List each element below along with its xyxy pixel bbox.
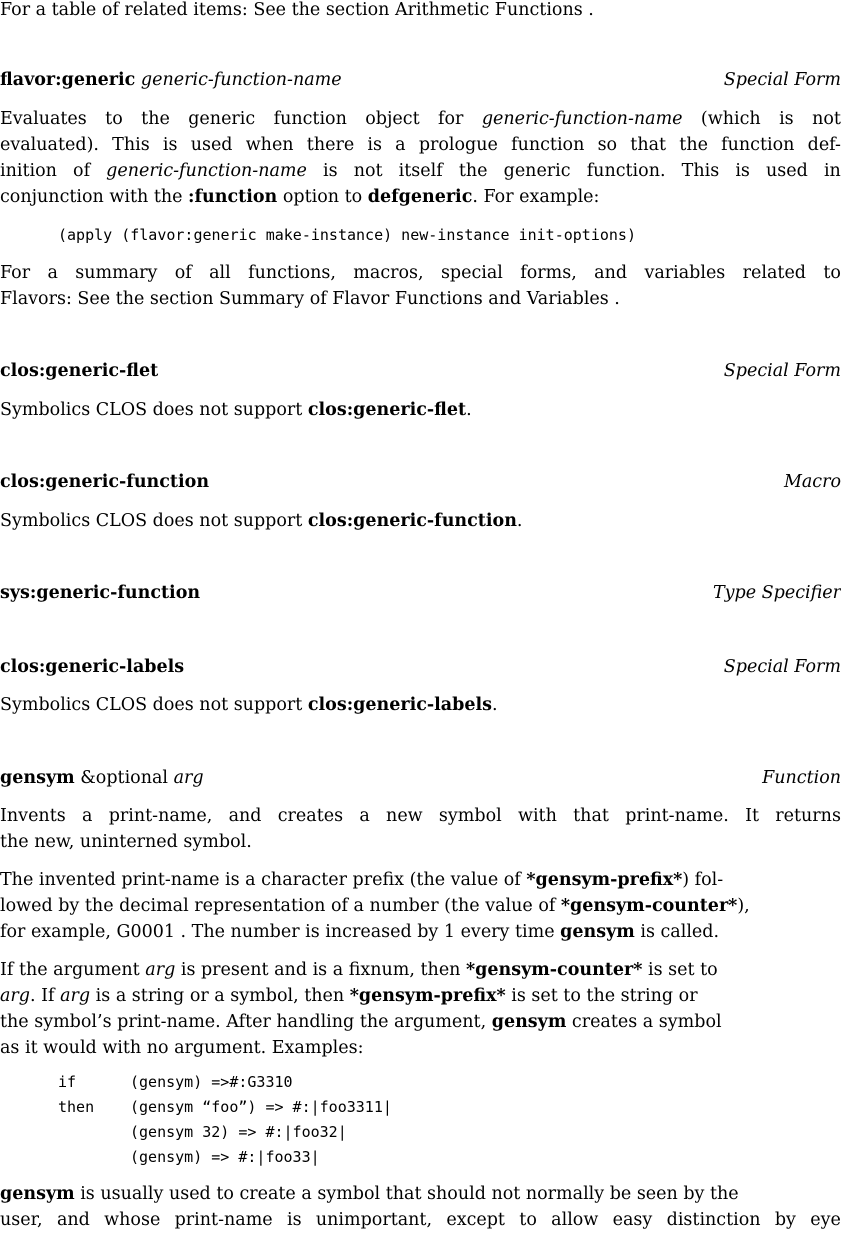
text-run: arg xyxy=(145,960,176,980)
text-run: by xyxy=(774,1210,796,1230)
text-run: If the argument xyxy=(0,960,146,980)
text-run: unimportant, xyxy=(315,1210,433,1230)
text-run: is xyxy=(367,135,382,155)
text-run: *gensym-prefix* xyxy=(349,986,506,1006)
text-run: is xyxy=(735,161,750,181)
text-run: all xyxy=(209,263,231,283)
text-run: is xyxy=(286,1210,302,1230)
text-run: :function xyxy=(188,187,278,207)
text-run: special xyxy=(440,263,503,283)
text-run: . xyxy=(466,400,472,420)
text-run: is xyxy=(779,109,794,129)
text-run: Invents xyxy=(0,806,66,826)
entry-header-sys-generic-function xyxy=(0,585,841,603)
text-run: It xyxy=(745,806,760,826)
text-run: *gensym-counter* xyxy=(560,896,738,916)
text-run: lowed by the decimal representation of a number (the value of xyxy=(0,896,561,916)
text-run: evaluated). xyxy=(0,135,99,155)
text-run: gensym xyxy=(560,922,635,942)
text-run: object xyxy=(365,109,420,129)
entry-kind: Special Form xyxy=(723,657,841,677)
paragraph-line xyxy=(0,697,841,715)
text-run: the xyxy=(458,161,488,181)
code-example: (apply (flavor:generic make-instance) new-instance init-options) xyxy=(58,226,636,244)
text-run: arg xyxy=(0,986,31,1006)
text-run: variables xyxy=(644,263,726,283)
text-run: not xyxy=(812,109,841,129)
text-run: to xyxy=(105,109,123,129)
text-run: of xyxy=(174,263,192,283)
text-run: . If xyxy=(30,986,61,1006)
entry-name: clos:generic-labels xyxy=(0,657,185,677)
text-run: For a table of related items: See the section Arithmetic Functions . xyxy=(0,0,594,20)
text-run: For xyxy=(0,263,31,283)
paragraph-line xyxy=(0,1040,841,1058)
example-code: (gensym) => #:|foo33| xyxy=(130,1148,320,1166)
text-run: generic xyxy=(503,161,571,181)
text-run: functions, xyxy=(248,263,336,283)
text-run: not xyxy=(353,161,383,181)
text-run: so xyxy=(597,135,618,155)
paragraph-line xyxy=(0,163,841,181)
text-run: is xyxy=(322,161,338,181)
text-run: is a string or a symbol, then xyxy=(90,986,350,1006)
text-run: print-name. xyxy=(625,806,729,826)
text-run: . xyxy=(516,511,523,531)
text-run: there xyxy=(306,135,355,155)
text-run: itself xyxy=(398,161,443,181)
text-run: creates xyxy=(277,806,344,826)
paragraph-line xyxy=(0,1186,841,1204)
text-run: distinction xyxy=(666,1210,761,1230)
text-run: macros, xyxy=(353,263,424,283)
text-run: gensym xyxy=(491,1012,567,1032)
entry-kind: Special Form xyxy=(723,361,841,381)
paragraph-line xyxy=(0,988,841,1006)
entry-name: flavor:generic xyxy=(0,70,136,90)
text-run: a xyxy=(359,806,370,826)
paragraph-line xyxy=(0,1014,841,1032)
entry-name: clos:generic-flet xyxy=(0,361,159,381)
entry-header-clos-generic-function xyxy=(0,474,841,492)
entry-optional: &optional xyxy=(80,768,169,788)
text-run: *gensym-prefix* xyxy=(526,870,683,890)
text-run: (which xyxy=(700,109,761,129)
entry-header-clos-generic-flet xyxy=(0,363,841,381)
text-run: function xyxy=(273,109,347,129)
text-run: option to xyxy=(277,187,368,207)
paragraph-line xyxy=(0,402,841,420)
entry-args: generic-function-name xyxy=(140,70,342,90)
entry-name: sys:generic-function xyxy=(0,583,201,603)
text-run: generic xyxy=(188,109,256,129)
paragraph-line xyxy=(0,189,841,207)
text-run: print-name xyxy=(174,1210,273,1230)
text-run: used xyxy=(766,161,808,181)
text-run: is set to xyxy=(642,960,718,980)
text-run: arg xyxy=(60,986,91,1006)
entry-kind: Special Form xyxy=(723,70,841,90)
text-run: ) fol- xyxy=(682,870,724,890)
text-run: a xyxy=(47,263,58,283)
paragraph-line xyxy=(0,1212,841,1230)
text-run: Evaluates xyxy=(0,109,87,129)
entry-kind: Macro xyxy=(783,472,841,492)
text-run: is present and is a fixnum, then xyxy=(175,960,467,980)
text-run: related xyxy=(742,263,806,283)
text-run: gensym xyxy=(0,1184,75,1204)
text-run: new xyxy=(386,806,423,826)
text-run: of xyxy=(73,161,91,181)
text-run: is usually used to create a symbol that should not normally be seen by the xyxy=(74,1184,739,1204)
entry-args: arg xyxy=(173,768,204,788)
text-run: Symbolics CLOS does not support xyxy=(0,511,308,531)
text-run: to xyxy=(823,263,841,283)
example-code: (gensym) =>#:G3310 xyxy=(130,1073,293,1091)
text-run: for example, G0001 . The number is increased by 1 every time xyxy=(0,922,561,942)
text-run: clos:generic-labels xyxy=(307,695,493,715)
text-run: forms, xyxy=(520,263,577,283)
text-run: . xyxy=(492,695,498,715)
text-run: conjunction with the xyxy=(0,187,189,207)
text-run: Symbolics CLOS does not support xyxy=(0,695,308,715)
paragraph-line xyxy=(0,137,841,155)
text-run: when xyxy=(245,135,294,155)
paragraph-line xyxy=(0,265,841,283)
paragraph-line xyxy=(0,291,841,309)
text-run: easy xyxy=(612,1210,653,1230)
paragraph-line xyxy=(0,808,841,826)
example-label: if xyxy=(58,1073,77,1091)
text-run: generic-function-name xyxy=(481,109,683,129)
text-run: creates a symbol xyxy=(566,1012,722,1032)
text-run: is xyxy=(162,135,178,155)
text-run: Flavors: See the section Summary of Flavor Functions and Variables . xyxy=(0,289,620,309)
text-run: symbol xyxy=(438,806,502,826)
text-run: *gensym-counter* xyxy=(466,960,643,980)
text-run: function xyxy=(511,135,585,155)
text-run: the xyxy=(679,135,708,155)
entry-kind: Type Specifier xyxy=(712,583,841,603)
text-run: for xyxy=(438,109,464,129)
text-run: a xyxy=(81,806,93,826)
text-run: as it would with no argument. Examples: xyxy=(0,1038,364,1058)
example-code: (gensym “foo”) => #:|foo3311| xyxy=(130,1098,392,1116)
text-run: is called. xyxy=(634,922,720,942)
text-run: summary xyxy=(75,263,158,283)
text-run: defgeneric xyxy=(367,187,473,207)
paragraph-line xyxy=(0,872,841,890)
entry-name: clos:generic-function xyxy=(0,472,210,492)
text-run: with xyxy=(517,806,557,826)
text-run: except xyxy=(446,1210,505,1230)
text-run: a xyxy=(395,135,406,155)
text-run: used xyxy=(190,135,233,155)
text-run: function xyxy=(721,135,795,155)
text-run: to xyxy=(519,1210,537,1230)
text-run: clos:generic-function xyxy=(307,511,517,531)
text-run: This xyxy=(112,135,150,155)
text-run: The invented print-name is a character prefix (the value of xyxy=(0,870,527,890)
entry-kind: Function xyxy=(762,768,841,788)
text-run: prologue xyxy=(418,135,498,155)
text-run: print-name, xyxy=(108,806,213,826)
text-run: the symbol’s print-name. After handling the argument, xyxy=(0,1012,492,1032)
paragraph-line xyxy=(0,898,841,916)
text-run: that xyxy=(573,806,609,826)
entry-header-clos-generic-labels xyxy=(0,659,841,677)
paragraph-line xyxy=(0,924,841,942)
text-run: and xyxy=(56,1210,90,1230)
text-run: and xyxy=(228,806,262,826)
text-run: the xyxy=(141,109,170,129)
text-run: clos:generic-flet xyxy=(307,400,467,420)
text-run: eye xyxy=(810,1210,841,1230)
paragraph-line xyxy=(0,962,841,980)
entry-name: gensym xyxy=(0,768,75,788)
text-run: Symbolics CLOS does not support xyxy=(0,400,308,420)
entry-header-gensym xyxy=(0,770,841,788)
text-run: whose xyxy=(104,1210,161,1230)
example-code: (gensym 32) => #:|foo32| xyxy=(130,1123,347,1141)
text-run: the new, uninterned symbol. xyxy=(0,832,252,852)
entry-header-flavor-generic xyxy=(0,72,841,90)
text-run: This xyxy=(681,161,720,181)
text-run: ), xyxy=(737,896,750,916)
paragraph-line xyxy=(0,834,841,852)
text-run: is set to the string or xyxy=(505,986,698,1006)
text-run: that xyxy=(630,135,667,155)
text-run: generic-function-name xyxy=(106,161,307,181)
text-run: in xyxy=(823,161,841,181)
text-run: allow xyxy=(551,1210,599,1230)
text-run: returns xyxy=(775,806,841,826)
text-run: inition xyxy=(0,161,57,181)
example-label: then xyxy=(58,1098,95,1116)
text-run: user, xyxy=(0,1210,43,1230)
paragraph-line xyxy=(0,111,841,129)
related-items-line xyxy=(0,2,841,20)
paragraph-line xyxy=(0,513,841,531)
text-run: function. xyxy=(586,161,666,181)
text-run: . For example: xyxy=(472,187,600,207)
text-run: and xyxy=(594,263,628,283)
text-run: def- xyxy=(807,135,841,155)
